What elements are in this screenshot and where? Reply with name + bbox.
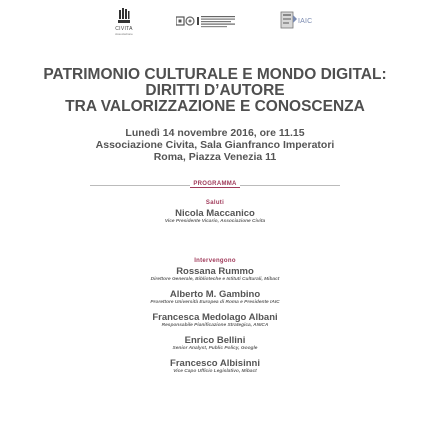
speaker-role: Prorettore Università Europea di Roma e Presidente IAIC [150,300,280,305]
speaker-name: Nicola Maccanico [175,208,255,219]
civita-emblem-icon [117,8,131,24]
iaic-logo-text: IAIC [298,18,313,25]
iaic-emblem-icon [280,11,298,31]
event-venue: Associazione Civita, Sala Gianfranco Imperatori [95,139,335,151]
speaker-name: Rossana Rummo [176,266,254,277]
interventions-heading: Intervengono [194,258,236,264]
mibact-logo [176,14,236,28]
event-address: Roma, Piazza Venezia 11 [153,151,277,163]
civita-logo-subtext: Associazione [115,32,133,36]
civita-logo [113,8,135,38]
speaker-name: Francesca Medolago Albani [152,312,278,323]
speaker-name: Alberto M. Gambino [169,289,261,300]
programme-heading: PROGRAMMA [0,181,430,187]
iaic-logo [280,11,318,31]
speaker-role: Vice Presidente Vicario, Associazione Civita [164,219,266,224]
logo-bar [0,8,430,38]
speaker-name: Enrico Bellini [184,335,246,346]
greetings-heading: Saluti [205,200,225,206]
title-line-3: TRA VALORIZZAZIONE E CONOSCENZA [65,98,365,115]
title-line-2: DIRITTI D’AUTORE [145,82,285,99]
title-line-1: PATRIMONIO CULTURALE E MONDO DIGITAL: [43,66,387,83]
speaker-name: Francesco Albisinni [170,358,260,369]
speaker-role: Responsabile Pianificazione Strategica, ANICA [161,323,269,328]
event-date: Lunedì 14 novembre 2016, ore 11.15 [125,127,305,139]
mibact-logo-icon [176,14,236,28]
civita-logo-text: CIVITA [115,26,133,32]
speaker-role: Vice Capo Ufficio Legislativo, Mibact [173,369,257,374]
speaker-role: Direttore Generale, Biblioteche e Istituti Culturali, Mibact [150,277,280,282]
speaker-role: Senior Analyst, Public Policy, Google [172,346,258,351]
